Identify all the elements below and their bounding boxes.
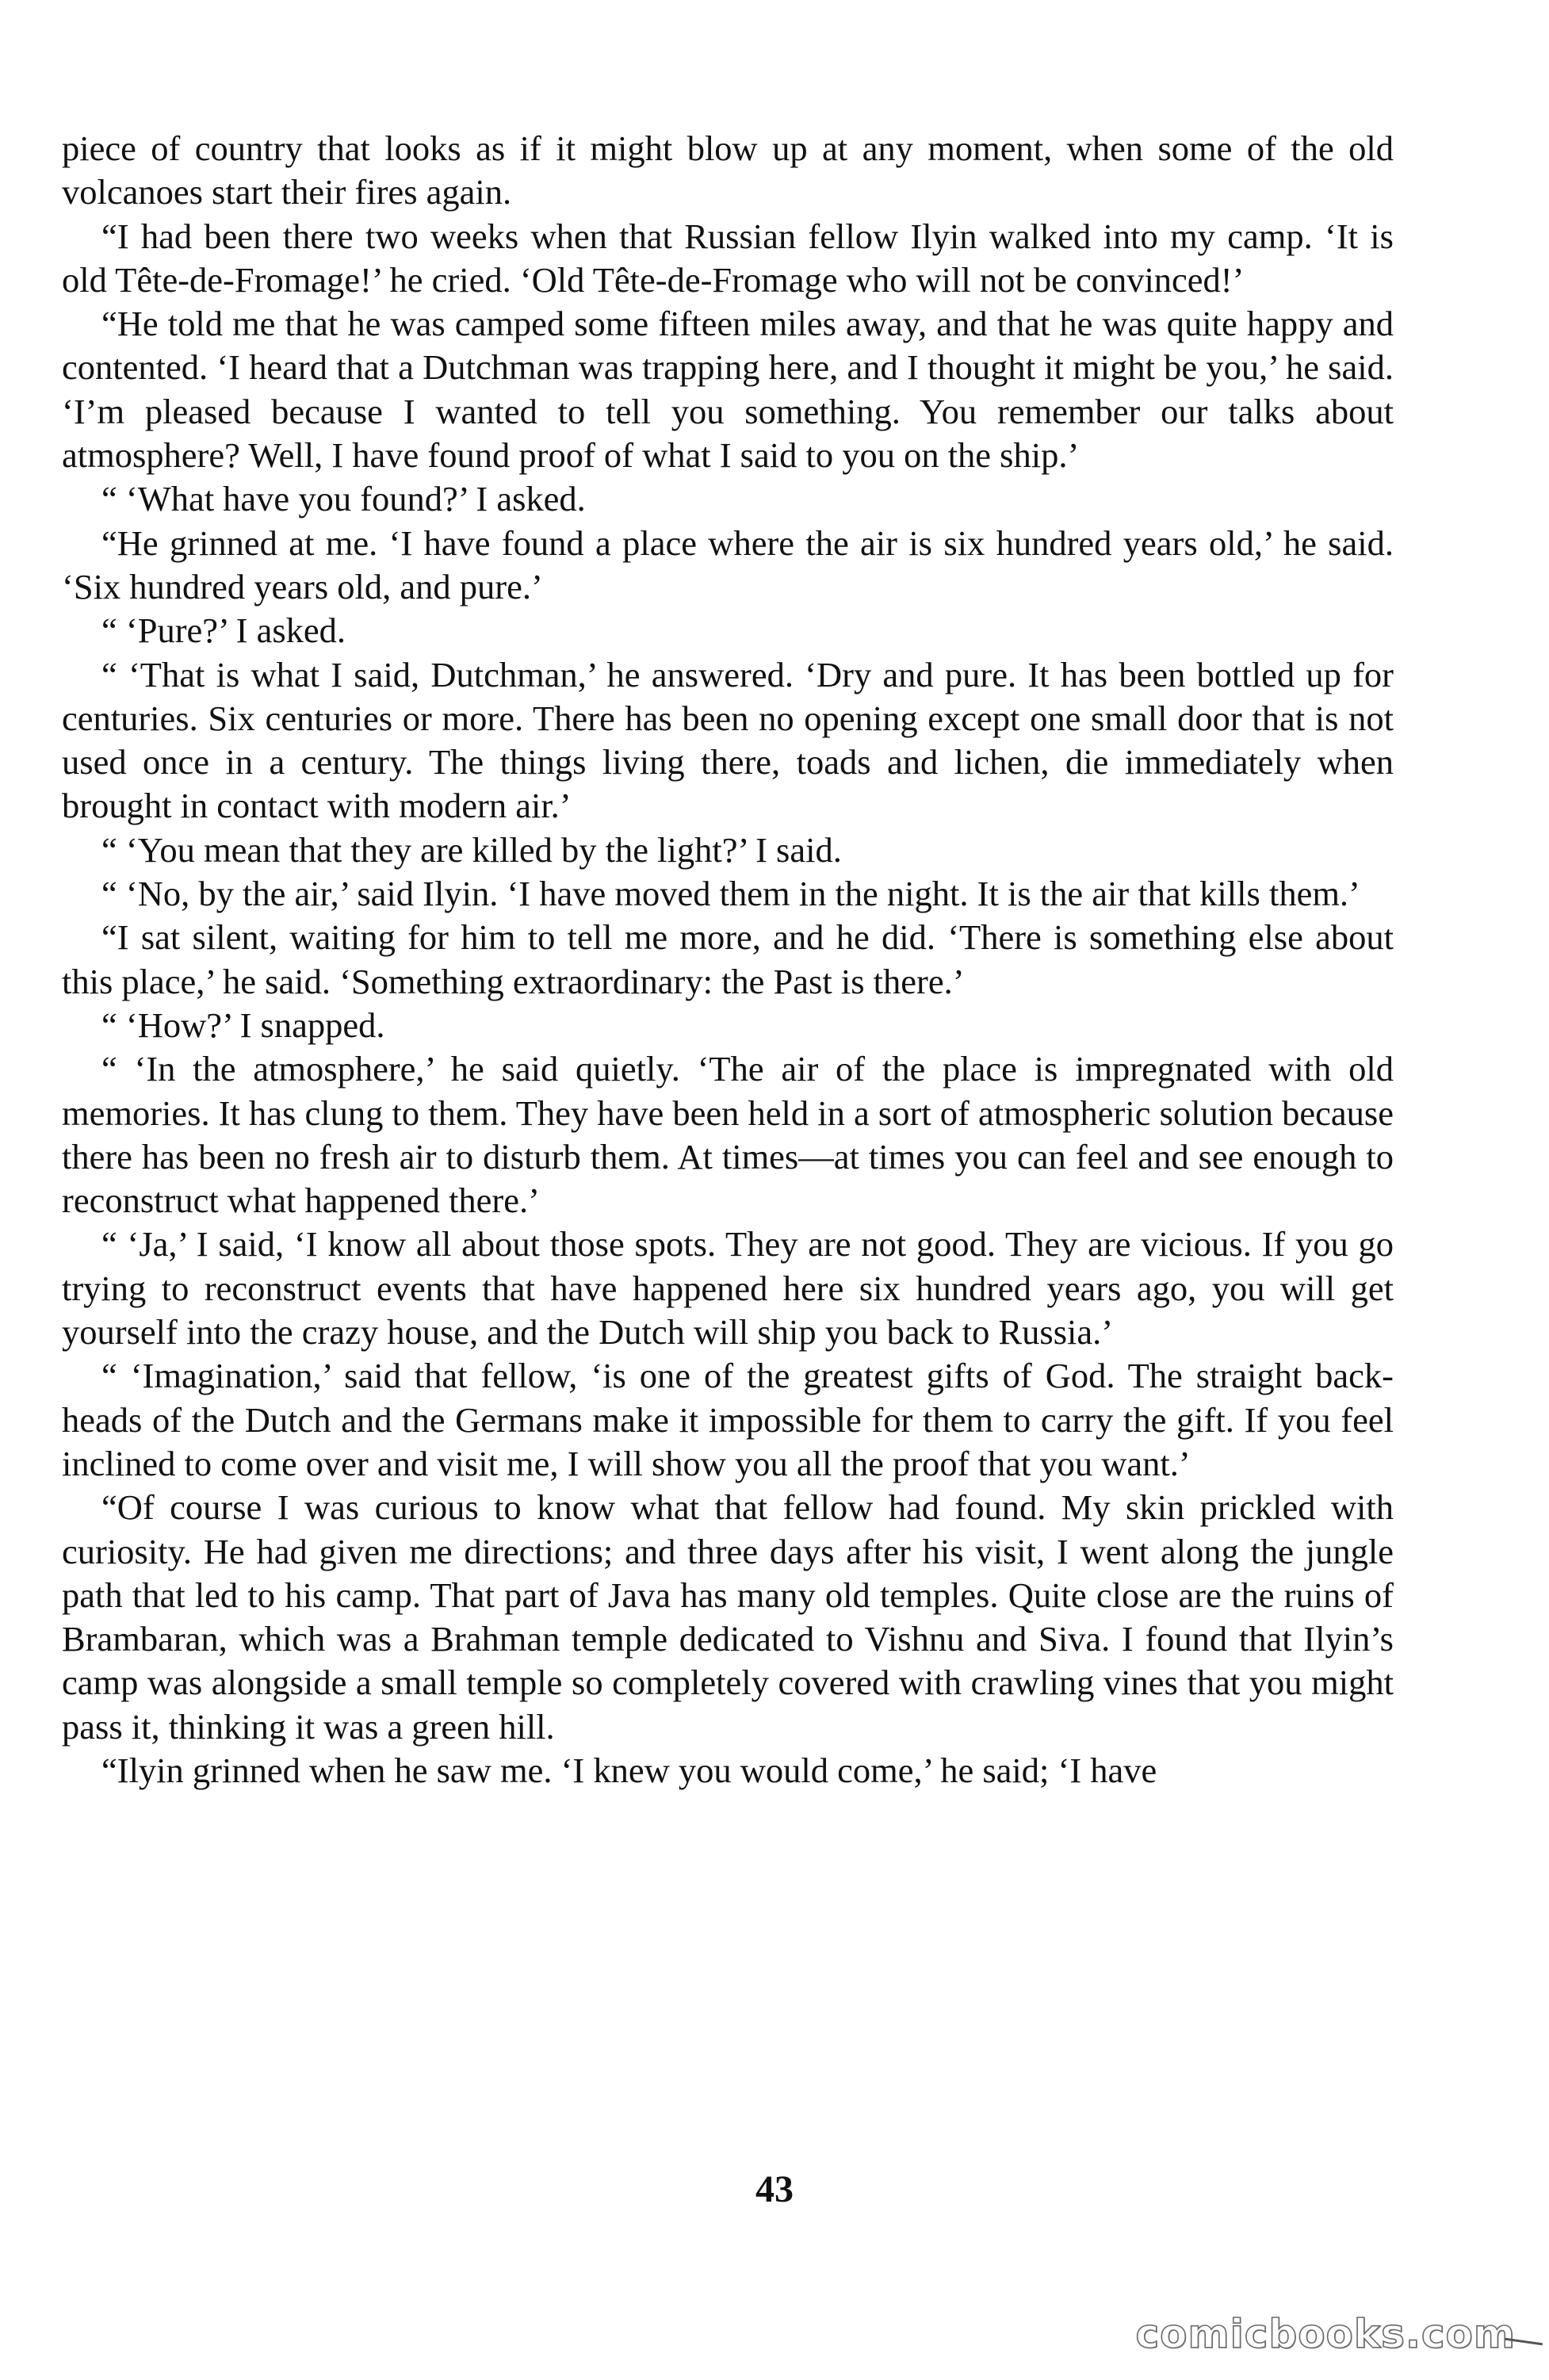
paragraph: “Of course I was curious to know what that fellow had found. My skin prickled with curiosity. He had given me directions; and three days after his visit, I went along the jungle path that led to his camp. That part of Java has many old temples. Quite close are the ruins of Brambaran, which was a Brahman temple dedicated to Vishnu and Siva. I found that Ilyin’s camp was alongside a small temple so completely covered with crawling vines that you might pass it, thinking it was a green hill. — [62, 1487, 1394, 1747]
paragraph: “I had been there two weeks when that Russian fellow Ilyin walked into my camp. ‘It is old Tête-de-Fromage!’ he cried. ‘Old Tête-de-Fromage who will not be convinced!’ — [62, 216, 1394, 300]
paragraph: “ ‘You mean that they are killed by the light?’ I said. — [101, 829, 842, 870]
paragraph: piece of country that looks as if it might blow up at any moment, when some of the old volcanoes start their fires again. — [62, 128, 1394, 212]
paragraph: “ ‘How?’ I snapped. — [101, 1004, 385, 1045]
site-watermark: comicbooks.com — [1135, 2311, 1516, 2357]
page-number: 43 — [755, 2168, 794, 2210]
paragraph: “ ‘In the atmosphere,’ he said quietly. ‘The air of the place is impregnated with old memories. It has clung to them. They have been held in a sort of atmospheric solution because there has been no fresh air to disturb them. At times—at times you can feel and see enough to reconstruct what happened there.’ — [62, 1049, 1394, 1221]
paragraph: “ ‘Pure?’ I asked. — [101, 610, 346, 651]
paragraph: “He told me that he was camped some fifteen miles away, and that he was quite happy and contented. ‘I heard that a Dutchman was trapping here, and I thought it might be you,’ he said. ‘I’m pleased because I wanted to tell you something. You remember our talks about atmosphere? Well, I have found proof of what I said to you on the ship.’ — [62, 304, 1394, 476]
paragraph: “ ‘What have you found?’ I asked. — [101, 479, 586, 519]
paragraph: “ ‘That is what I said, Dutchman,’ he answered. ‘Dry and pure. It has been bottled up for centuries. Six centuries or more. There has been no opening except one small door that is not used once in a century. The things living there, toads and lichen, die immediately when brought in contact with modern air.’ — [62, 654, 1394, 826]
paragraph: “ ‘Ja,’ I said, ‘I know all about those spots. They are not good. They are vicious. If you go trying to reconstruct events that have happened here six hundred years ago, you will get yourself into the crazy house, and the Dutch will ship you back to Russia.’ — [62, 1224, 1394, 1353]
paragraph: “I sat silent, waiting for him to tell me more, and he did. ‘There is something else about this place,’ he said. ‘Something extraordinary: the Past is there.’ — [62, 917, 1394, 1001]
paragraph: “ ‘Imagination,’ said that fellow, ‘is one of the greatest gifts of God. The straight back-heads of the Dutch and the Germans make it impossible for them to carry the gift. If you feel inclined to come over and visit me, I will show you all the proof that you want.’ — [62, 1356, 1394, 1483]
paragraph: “Ilyin grinned when he saw me. ‘I knew you would come,’ he said; ‘I have — [101, 1750, 1157, 1790]
book-page-text — [62, 127, 1394, 1793]
paragraph: “He grinned at me. ‘I have found a place where the air is six hundred years old,’ he said. ‘Six hundred years old, and pure.’ — [62, 522, 1394, 606]
paragraph: “ ‘No, by the air,’ said Ilyin. ‘I have moved them in the night. It is the air that kills them.’ — [101, 874, 1360, 914]
